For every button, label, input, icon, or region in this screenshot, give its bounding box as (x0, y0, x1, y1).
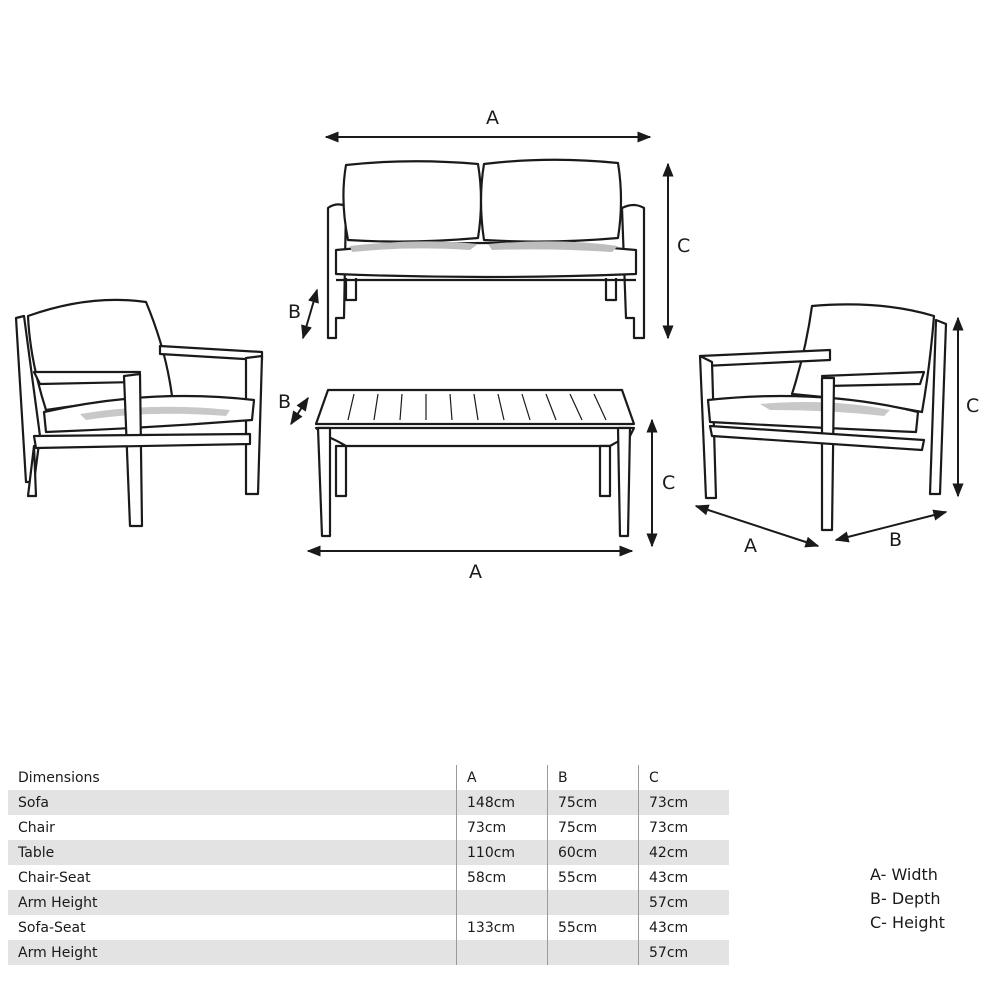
sofa-label-a: A (486, 107, 499, 129)
legend-depth: B- Depth (870, 889, 941, 908)
table-row (8, 840, 729, 865)
row-name: Chair-Seat (18, 869, 91, 886)
chair-label-a: A (744, 535, 757, 557)
row-name: Arm Height (8, 940, 457, 965)
row-name: Arm Height (8, 890, 457, 915)
sofa-depth-arrow (303, 290, 317, 338)
row-name: Sofa (8, 790, 457, 815)
row-a: 73cm (457, 815, 548, 840)
row-name: Table (8, 840, 457, 865)
table-label-a: A (469, 561, 482, 583)
row-b (548, 890, 639, 915)
table-row (8, 790, 729, 815)
table-row (8, 815, 729, 840)
legend-height: C- Height (870, 913, 945, 932)
row-a (457, 940, 548, 965)
row-b: 75cm (548, 790, 639, 815)
row-c: 43cm (639, 865, 730, 890)
table-row (8, 940, 729, 965)
table-row (8, 915, 729, 940)
row-b (548, 940, 639, 965)
chair-label-b: B (889, 529, 903, 551)
header-a: A (457, 765, 548, 790)
table-row (8, 890, 729, 915)
chair-label-c: C (966, 395, 980, 417)
chair-width-arrow (696, 506, 818, 546)
row-b: 55cm (548, 865, 639, 890)
table-depth-arrow (291, 398, 308, 424)
sofa-illustration (328, 160, 644, 338)
row-a: 133cm (457, 915, 548, 940)
table-illustration (316, 390, 634, 536)
header-dimensions: Dimensions (18, 769, 100, 786)
row-b: 75cm (548, 815, 639, 840)
header-c: C (639, 765, 730, 790)
legend-width: A- Width (870, 865, 938, 884)
row-a: 148cm (457, 790, 548, 815)
row-a (457, 890, 548, 915)
row-b: 55cm (548, 915, 639, 940)
row-c: 73cm (639, 815, 730, 840)
row-c: 57cm (639, 890, 730, 915)
chair-right-illustration (700, 304, 946, 530)
table-label-c: C (662, 472, 676, 494)
header-b: B (548, 765, 639, 790)
table-header-row (8, 765, 729, 790)
row-a: 110cm (457, 840, 548, 865)
row-c: 43cm (639, 915, 730, 940)
sofa-label-b: B (288, 301, 302, 323)
row-name: Chair (18, 819, 55, 836)
row-c: 57cm (639, 940, 730, 965)
row-c: 73cm (639, 790, 730, 815)
table-label-b: B (278, 391, 292, 413)
sofa-label-c: C (677, 235, 691, 257)
dimensions-table (8, 765, 729, 965)
row-name: Sofa-Seat (18, 919, 86, 936)
table-row (8, 865, 729, 890)
row-b: 60cm (548, 840, 639, 865)
chair-left-illustration (16, 300, 262, 526)
dimension-legend (870, 863, 945, 935)
row-a: 58cm (457, 865, 548, 890)
row-c: 42cm (639, 840, 730, 865)
